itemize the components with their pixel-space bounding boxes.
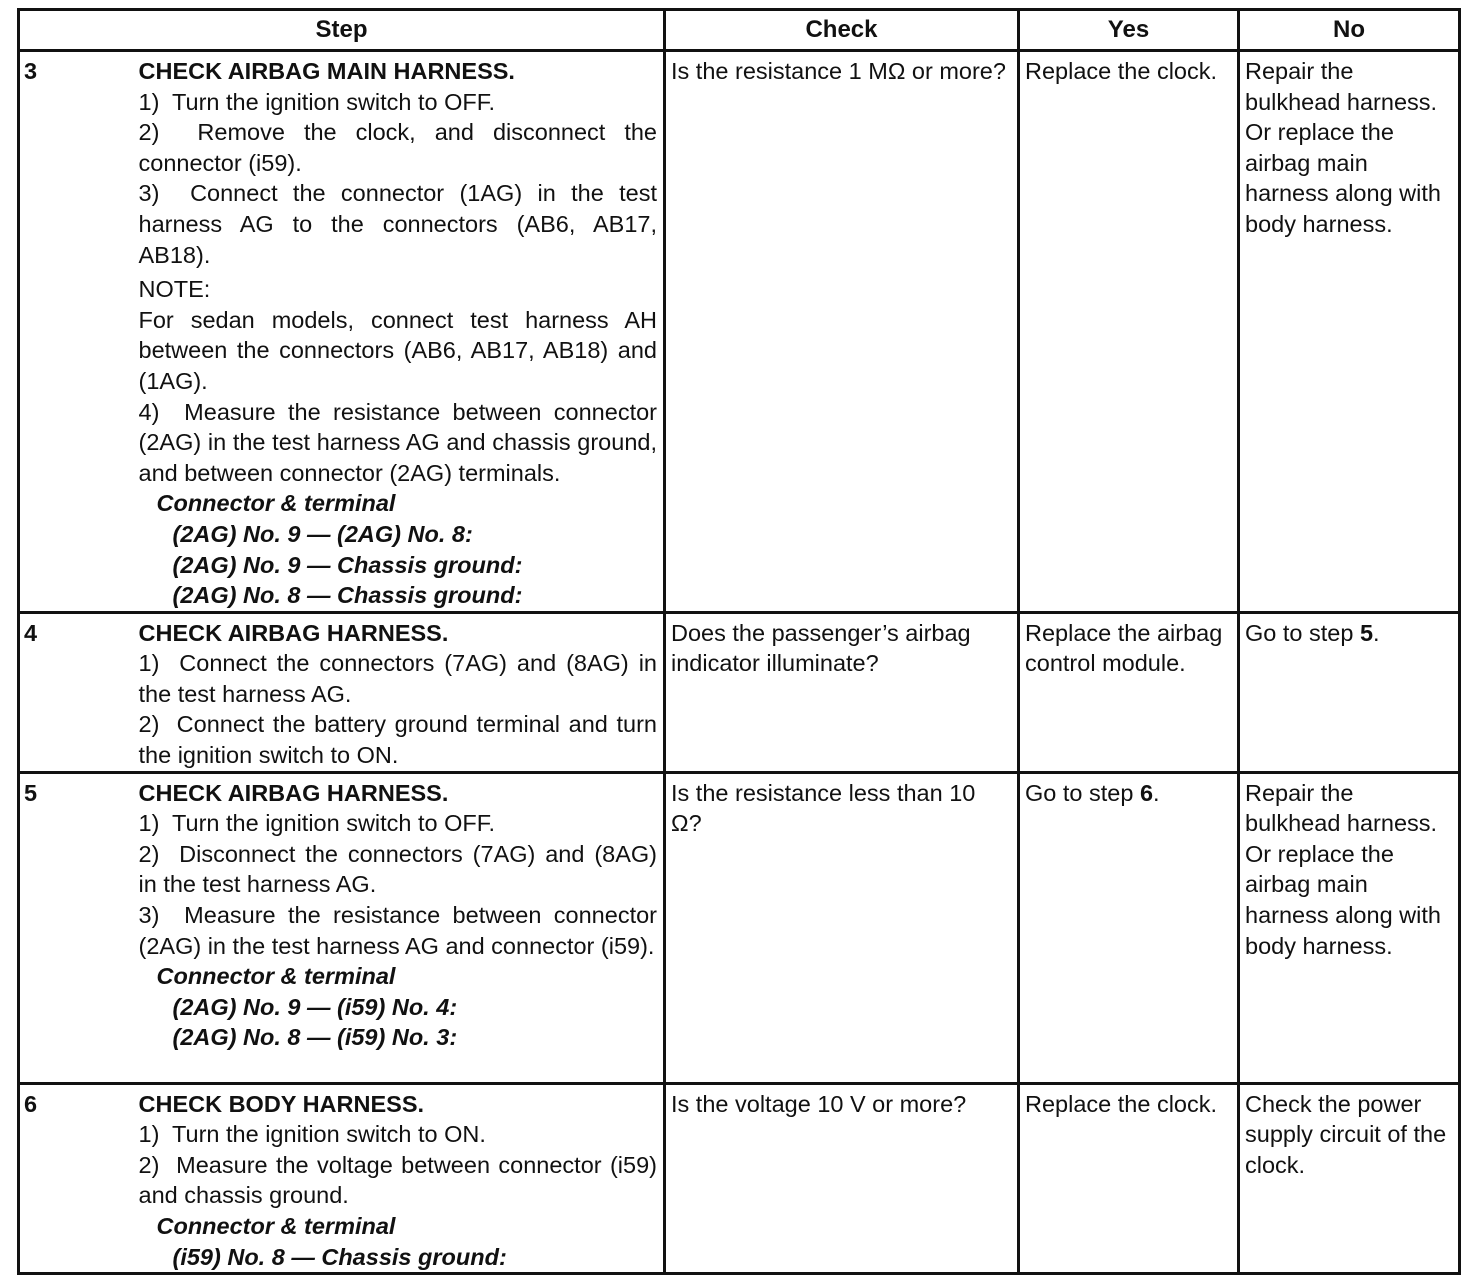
check-cell: Is the resistance 1 MΩ or more?: [665, 51, 1019, 613]
instruction: 2) Disconnect the connectors (7AG) and (8AG) in the test harness AG.: [138, 840, 664, 898]
step-title: CHECK BODY HARNESS.: [138, 1090, 425, 1117]
instruction: 1) Turn the ignition switch to ON.: [138, 1121, 486, 1148]
step-number: 6: [19, 1083, 139, 1274]
table-row: [19, 51, 1460, 613]
yes-prefix: Go to step: [1025, 779, 1140, 806]
instruction: 1) Turn the ignition switch to OFF.: [138, 810, 496, 837]
connector-terminal-item: (2AG) No. 8 — Chassis ground:: [172, 582, 523, 609]
header-row: [19, 10, 1460, 51]
step-procedure: [139, 612, 665, 772]
connector-terminal-label: Connector & terminal: [156, 963, 396, 990]
no-cell: Repair the bulkhead harness. Or replace the airbag main harness along with body harness.: [1239, 772, 1460, 1083]
step-number: 3: [19, 51, 139, 613]
connector-terminal-label: Connector & terminal: [156, 490, 396, 517]
header-check: Check: [665, 10, 1019, 51]
step-procedure: [139, 51, 665, 613]
connector-terminal-item: (2AG) No. 9 — Chassis ground:: [172, 551, 523, 578]
instruction: 2) Connect the battery ground terminal and turn the ignition switch to ON.: [138, 711, 664, 769]
step-title: CHECK AIRBAG HARNESS.: [138, 619, 449, 646]
table-row: [19, 772, 1460, 1083]
header-no: No: [1239, 10, 1460, 51]
yes-cell: [1019, 772, 1239, 1083]
step-reference: 6: [1139, 779, 1154, 806]
step-title: CHECK AIRBAG MAIN HARNESS.: [138, 58, 515, 84]
check-cell: Is the resistance less than 10 Ω?: [665, 772, 1019, 1083]
instruction: 3) Measure the resistance between connector (2AG) in the test harness AG and connector (i59).: [138, 902, 664, 959]
diagnostic-table-container: [17, 8, 1461, 1275]
yes-cell: Replace the airbag control module.: [1019, 612, 1239, 772]
step-reference: 5: [1359, 619, 1374, 646]
connector-terminal-item: (i59) No. 8 — Chassis ground:: [172, 1243, 507, 1270]
no-prefix: Go to step: [1245, 619, 1360, 646]
connector-terminal-item: (2AG) No. 9 — (2AG) No. 8:: [172, 520, 473, 547]
instruction: 3) Connect the connector (1AG) in the test harness AG to the connectors (AB6, AB17, AB18).: [138, 180, 664, 268]
table-row: [19, 612, 1460, 772]
step-title: CHECK AIRBAG HARNESS.: [138, 779, 449, 806]
yes-cell: Replace the clock.: [1019, 1083, 1239, 1274]
connector-terminal-label: Connector & terminal: [156, 1213, 396, 1240]
check-cell: Does the passenger’s airbag indicator illuminate?: [665, 612, 1019, 772]
table-row: [19, 1083, 1460, 1274]
header-yes: Yes: [1019, 10, 1239, 51]
note-label: NOTE:: [138, 276, 211, 303]
no-cell: Repair the bulkhead harness. Or replace the airbag main harness along with body harness.: [1239, 51, 1460, 613]
diagnostic-table: [17, 8, 1461, 1275]
no-cell: [1239, 612, 1460, 772]
step-procedure: [139, 1083, 665, 1274]
connector-terminal-item: (2AG) No. 9 — (i59) No. 4:: [172, 993, 458, 1020]
instruction: 1) Turn the ignition switch to OFF.: [138, 88, 496, 115]
note-text: For sedan models, connect test harness AH between the connectors (AB6, AB17, AB18) and (1AG).: [138, 306, 657, 394]
instruction: 4) Measure the resistance between connector (2AG) in the test harness AG and chassis ground, and between connector (2AG) terminals.: [138, 398, 664, 486]
yes-suffix: .: [1153, 779, 1160, 806]
connector-terminal-item: (2AG) No. 8 — (i59) No. 3:: [172, 1024, 458, 1051]
check-cell: Is the voltage 10 V or more?: [665, 1083, 1019, 1274]
header-step: Step: [19, 10, 665, 51]
no-suffix: .: [1373, 619, 1380, 646]
instruction: 2) Remove the clock, and disconnect the connector (i59).: [138, 119, 664, 176]
instruction: 2) Measure the voltage between connector (i59) and chassis ground.: [138, 1151, 664, 1209]
step-number: 5: [19, 772, 139, 1083]
step-number: 4: [19, 612, 139, 772]
no-cell: Check the power supply circuit of the clock.: [1239, 1083, 1460, 1274]
yes-cell: Replace the clock.: [1019, 51, 1239, 613]
step-procedure: [139, 772, 665, 1083]
instruction: 1) Connect the connectors (7AG) and (8AG) in the test harness AG.: [138, 650, 664, 707]
